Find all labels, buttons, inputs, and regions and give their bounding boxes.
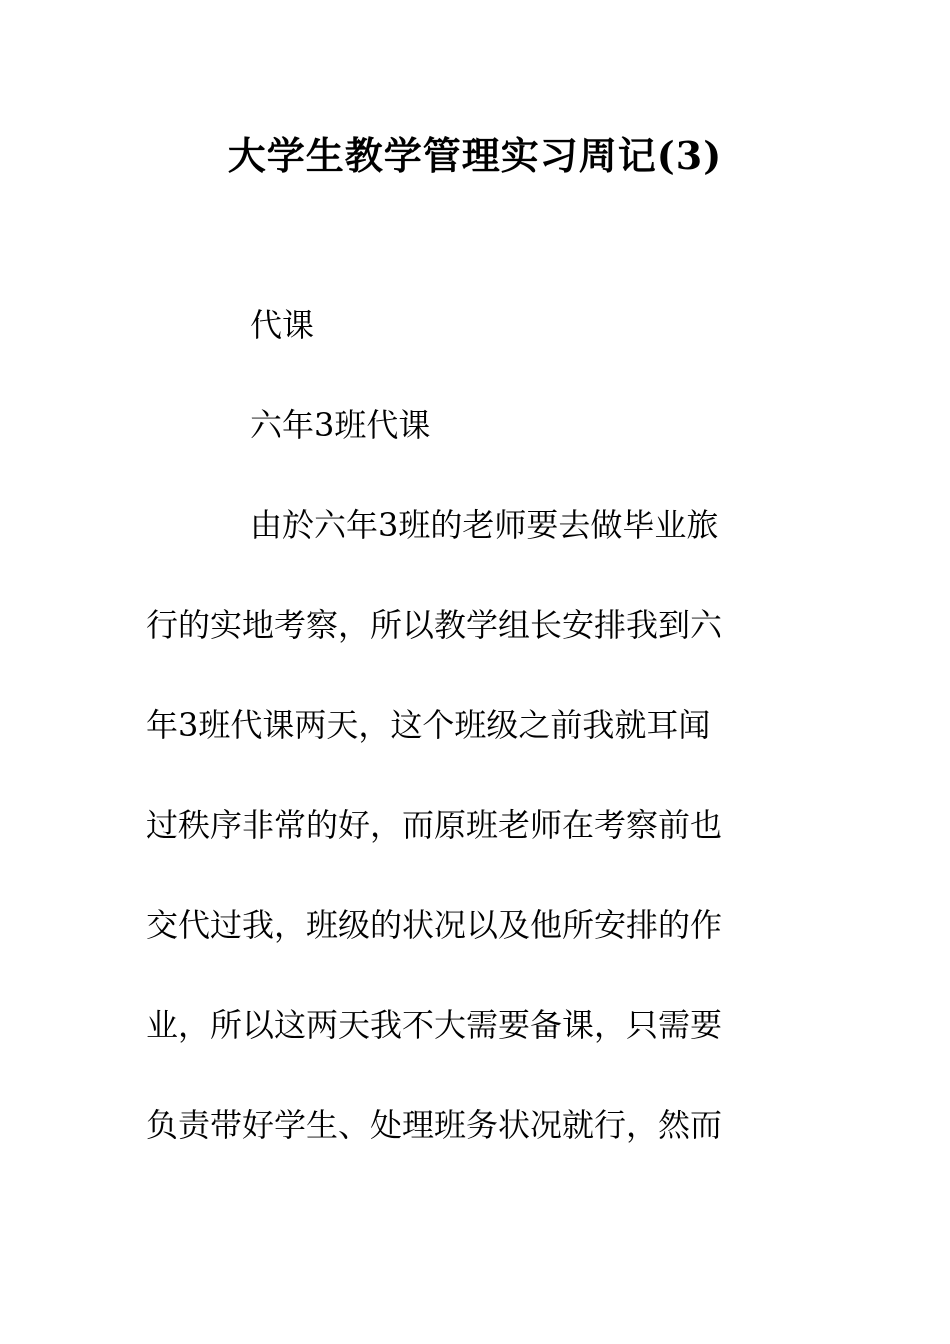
body-paragraph [146,475,786,1175]
body-line: 年3班代课两天，这个班级之前我就耳闻 [146,706,711,744]
document-title: 大学生教学管理实习周记(3) [227,133,723,178]
body-line: 由於六年3班的老师要去做毕业旅 [250,506,719,544]
body-line: 负责带好学生、处理班务状况就行，然而 [146,1106,723,1144]
body-line: 业，所以这两天我不大需要备课，只需要 [146,1006,723,1044]
body-line: 行的实地考察，所以教学组长安排我到六 [146,606,723,644]
body-line: 交代过我，班级的状况以及他所安排的作 [146,906,723,944]
subsection-heading: 六年3班代课 [250,406,431,444]
section-heading: 代课 [250,306,315,344]
body-line: 过秩序非常的好，而原班老师在考察前也 [146,806,723,844]
